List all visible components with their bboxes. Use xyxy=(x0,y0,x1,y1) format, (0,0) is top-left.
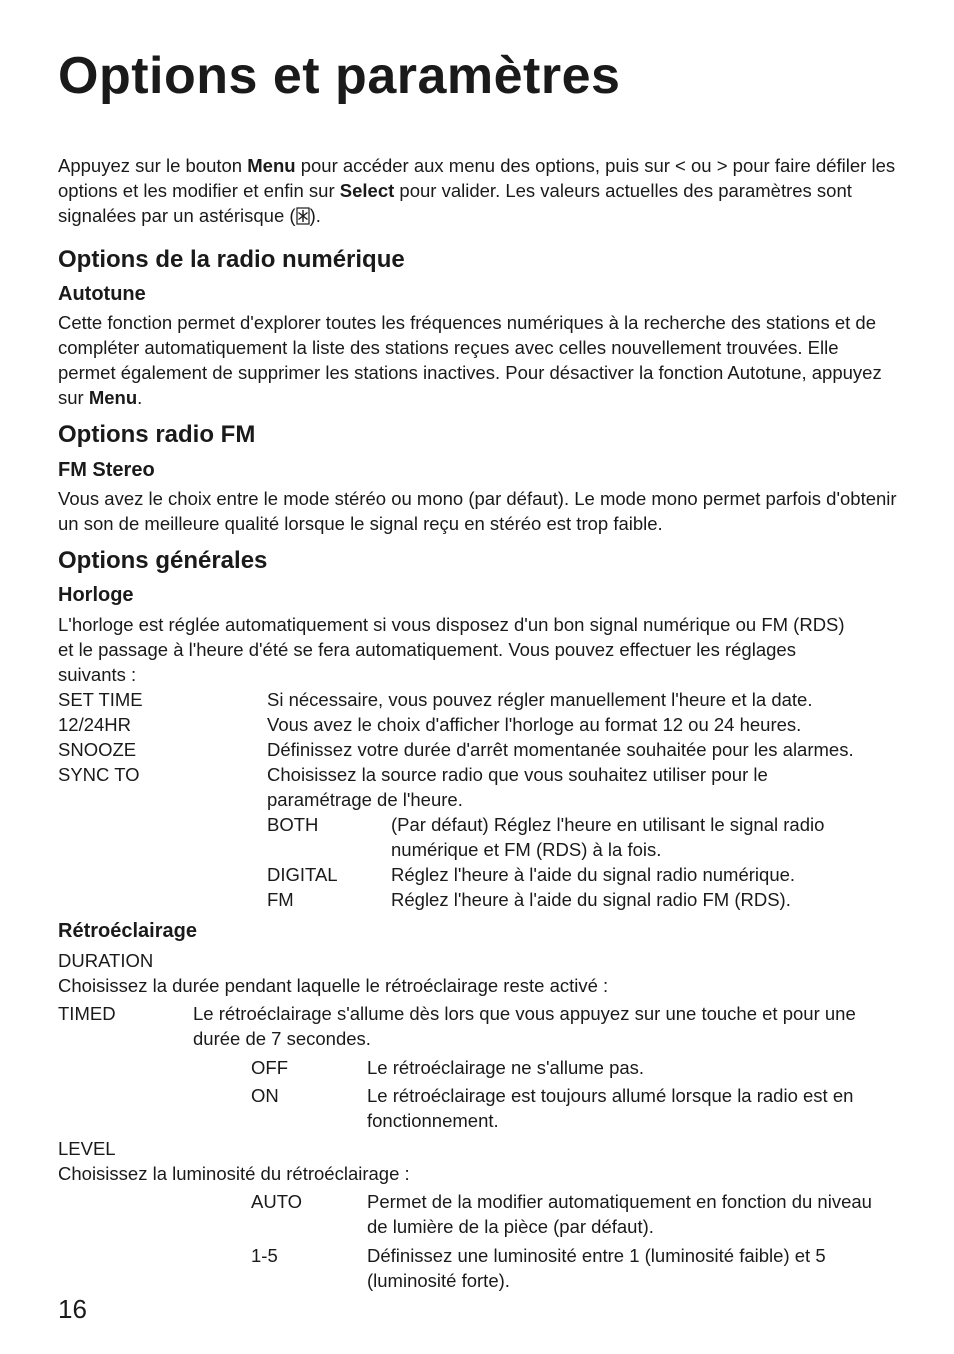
sync-row-desc: Réglez l'heure à l'aide du signal radio numérique. xyxy=(391,864,796,885)
clock-row-key: SNOOZE xyxy=(58,739,137,760)
intro-text-5: ). xyxy=(309,205,321,226)
clock-row-desc: Choisissez la source radio que vous souhaitez utiliser pour le paramétrage de l'heure. xyxy=(267,764,768,810)
level-row-key: 1-5 xyxy=(251,1245,278,1266)
clock-row-key: SYNC TO xyxy=(58,764,140,785)
level-row-desc: Définissez une luminosité entre 1 (luminosité faible) et 5 (luminosité forte). xyxy=(367,1245,826,1291)
clock-row-desc: Définissez votre durée d'arrêt momentanée souhaitée pour les alarmes. xyxy=(267,739,854,760)
fm-stereo-paragraph: Vous avez le choix entre le mode stéréo ou mono (par défaut). Le mode mono permet parfois d'obtenir un son de meilleure qualité lorsque le signal reçu en stéréo est trop faible. xyxy=(58,488,897,534)
clock-row-key: SET TIME xyxy=(58,689,143,710)
level-label: LEVEL xyxy=(58,1138,116,1159)
clock-row-key: 12/24HR xyxy=(58,714,132,735)
sync-row-key: DIGITAL xyxy=(267,864,338,885)
select-keyword: Select xyxy=(339,180,395,201)
autotune-heading: Autotune xyxy=(58,283,146,305)
autotune-menu-keyword: Menu xyxy=(88,387,138,408)
fm-options-heading: Options radio FM xyxy=(58,421,256,448)
autotune-text: Cette fonction permet d'explorer toutes les fréquences numériques à la recherche des stations et de compléter automatiquement la liste des stations reçues avec celles nouvellement trouvées. Elle permet également de supprimer les stations inactives. Pour désactiver la fonction Autotune, appuyez sur xyxy=(58,312,882,408)
autotune-end: . xyxy=(137,387,143,408)
duration-text: Choisissez la durée pendant laquelle le rétroéclairage reste activé : xyxy=(58,975,609,996)
duration-row-key: ON xyxy=(251,1085,279,1106)
intro-or: ou xyxy=(685,155,717,176)
general-options-heading: Options générales xyxy=(58,547,268,574)
intro-text-3: pour faire défiler les options et les modifier et enfin sur xyxy=(58,155,896,201)
digital-options-heading: Options de la radio numérique xyxy=(58,246,405,273)
clock-heading: Horloge xyxy=(58,584,134,606)
duration-row-desc: Le rétroéclairage ne s'allume pas. xyxy=(367,1057,645,1078)
duration-label: DURATION xyxy=(58,950,154,971)
intro-text-1: Appuyez sur le bouton xyxy=(58,155,248,176)
asterisk-icon xyxy=(296,207,310,225)
sync-row-desc: Réglez l'heure à l'aide du signal radio FM (RDS). xyxy=(391,889,791,910)
timed-desc: Le rétroéclairage s'allume dès lors que vous appuyez sur une touche et pour une durée de 7 secondes. xyxy=(193,1003,856,1049)
intro-text-2: pour accéder aux menu des options, puis sur xyxy=(295,155,676,176)
fm-stereo-heading: FM Stereo xyxy=(58,459,155,481)
page-title: Options et paramètres xyxy=(58,47,621,105)
clock-paragraph: L'horloge est réglée automatiquement si vous disposez d'un bon signal numérique ou FM (RDS) et le passage à l'heure d'été se fera automatiquement. Vous pouvez effectuer les réglages suivants : xyxy=(58,614,845,685)
duration-row-key: OFF xyxy=(251,1057,288,1078)
level-row-key: AUTO xyxy=(251,1191,303,1212)
menu-keyword: Menu xyxy=(247,155,296,176)
timed-key: TIMED xyxy=(58,1003,116,1024)
intro-text-4: pour valider. Les valeurs actuelles des paramètres sont signalées par un astérisque ( xyxy=(58,180,852,226)
chevron-left-icon: < xyxy=(675,155,686,176)
sync-row-key: FM xyxy=(267,889,294,910)
sync-row-desc: (Par défaut) Réglez l'heure en utilisant le signal radio numérique et FM (RDS) à la fois. xyxy=(391,814,825,860)
sync-row-key: BOTH xyxy=(267,814,319,835)
clock-row-desc: Vous avez le choix d'afficher l'horloge au format 12 ou 24 heures. xyxy=(267,714,802,735)
duration-row-desc: Le rétroéclairage est toujours allumé lorsque la radio est en fonctionnement. xyxy=(367,1085,854,1131)
autotune-paragraph xyxy=(58,310,898,410)
backlight-heading: Rétroéclairage xyxy=(58,920,197,942)
intro-paragraph xyxy=(58,153,898,228)
page-number: 16 xyxy=(58,1294,87,1324)
chevron-right-icon: > xyxy=(716,155,728,176)
level-row-desc: Permet de la modifier automatiquement en fonction du niveau de lumière de la pièce (par défaut). xyxy=(367,1191,872,1237)
level-text: Choisissez la luminosité du rétroéclairage : xyxy=(58,1163,410,1184)
clock-row-desc: Si nécessaire, vous pouvez régler manuellement l'heure et la date. xyxy=(267,689,813,710)
